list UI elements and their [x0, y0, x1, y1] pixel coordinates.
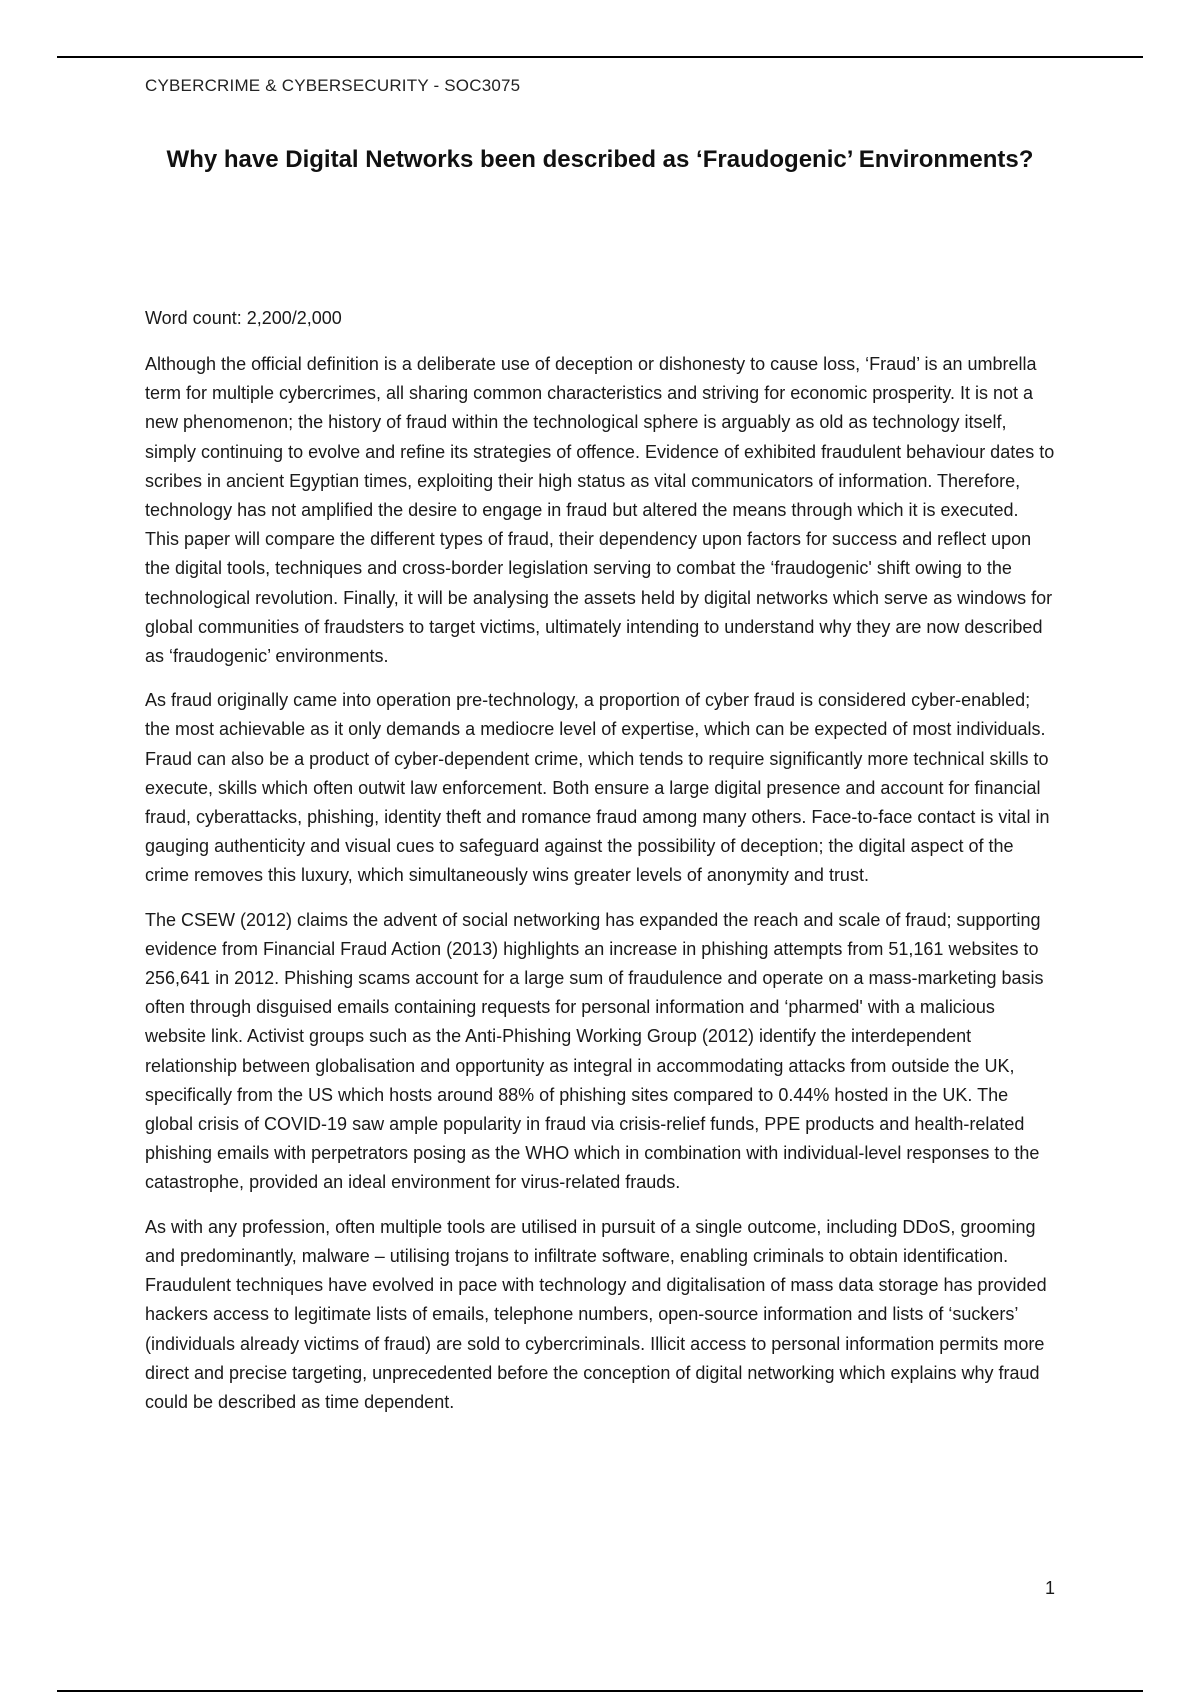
word-count: Word count: 2,200/2,000: [145, 308, 342, 328]
document-body: [145, 350, 1055, 1432]
document-header: CYBERCRIME & CYBERSECURITY - SOC3075: [145, 76, 521, 95]
paragraph-3: The CSEW (2012) claims the advent of social networking has expanded the reach and scale of fraud; supporting evidence from Financial Fraud Action (2013) highlights an increase in phishing attempts from 51,161 websites to 256,641 in 2012. Phishing scams account for a large sum of fraudulence and operate on a mass-marketing basis often through disguised emails containing requests for personal information and ‘pharmed' with a malicious website link. Activist groups such as the Anti-Phishing Working Group (2012) identify the interdependent relationship between globalisation and opportunity as integral in accommodating attacks from outside the UK, specifically from the US which hosts around 88% of phishing sites compared to 0.44% hosted in the UK. The global crisis of COVID-19 saw ample popularity in fraud via crisis-relief funds, PPE products and health-related phishing emails with perpetrators posing as the WHO which in combination with individual-level responses to the catastrophe, provided an ideal environment for virus-related frauds.: [145, 909, 1044, 1193]
bottom-rule: [57, 1690, 1143, 1692]
document-title: Why have Digital Networks been described as ‘Fraudogenic’ Environments?: [166, 146, 1034, 173]
paragraph-4: As with any profession, often multiple tools are utilised in pursuit of a single outcome, including DDoS, grooming and predominantly, malware – utilising trojans to infiltrate software, enabling criminals to obtain identification. Fraudulent techniques have evolved in pace with technology and digitalisation of mass data storage has provided hackers access to legitimate lists of emails, telephone numbers, open-source information and lists of ‘suckers’ (individuals already victims of fraud) are sold to cybercriminals. Illicit access to personal information permits more direct and precise targeting, unprecedented before the conception of digital networking which explains why fraud could be described as time dependent.: [145, 1216, 1047, 1412]
paragraph-2: As fraud originally came into operation pre-technology, a proportion of cyber fraud is considered cyber-enabled; the most achievable as it only demands a mediocre level of expertise, which can be expected of most individuals. Fraud can also be a product of cyber-dependent crime, which tends to require significantly more technical skills to execute, skills which often outwit law enforcement. Both ensure a large digital presence and account for financial fraud, cyberattacks, phishing, identity theft and romance fraud among many others. Face-to-face contact is vital in gauging authenticity and visual cues to safeguard against the possibility of deception; the digital aspect of the crime removes this luxury, which simultaneously wins greater levels of anonymity and trust.: [145, 690, 1050, 886]
paragraph-1: Although the official definition is a deliberate use of deception or dishonesty to cause loss, ‘Fraud’ is an umbrella term for multiple cybercrimes, all sharing common characteristics and striving for economic prosperity. It is not a new phenomenon; the history of fraud within the technological sphere is arguably as old as technology itself, simply continuing to evolve and refine its strategies of offence. Evidence of exhibited fraudulent behaviour dates to scribes in ancient Egyptian times, exploiting their high status as vital communicators of information. Therefore, technology has not amplified the desire to engage in fraud but altered the means through which it is executed. This paper will compare the different types of fraud, their dependency upon factors for success and reflect upon the digital tools, techniques and cross-border legislation serving to combat the ‘fraudogenic' shift owing to the technological revolution. Finally, it will be analysing the assets held by digital networks which serve as windows for global communities of fraudsters to target victims, ultimately intending to understand why they are now described as ‘fraudogenic’ environments.: [145, 354, 1055, 667]
top-rule: [57, 56, 1143, 58]
page-number: 1: [1044, 1578, 1055, 1598]
